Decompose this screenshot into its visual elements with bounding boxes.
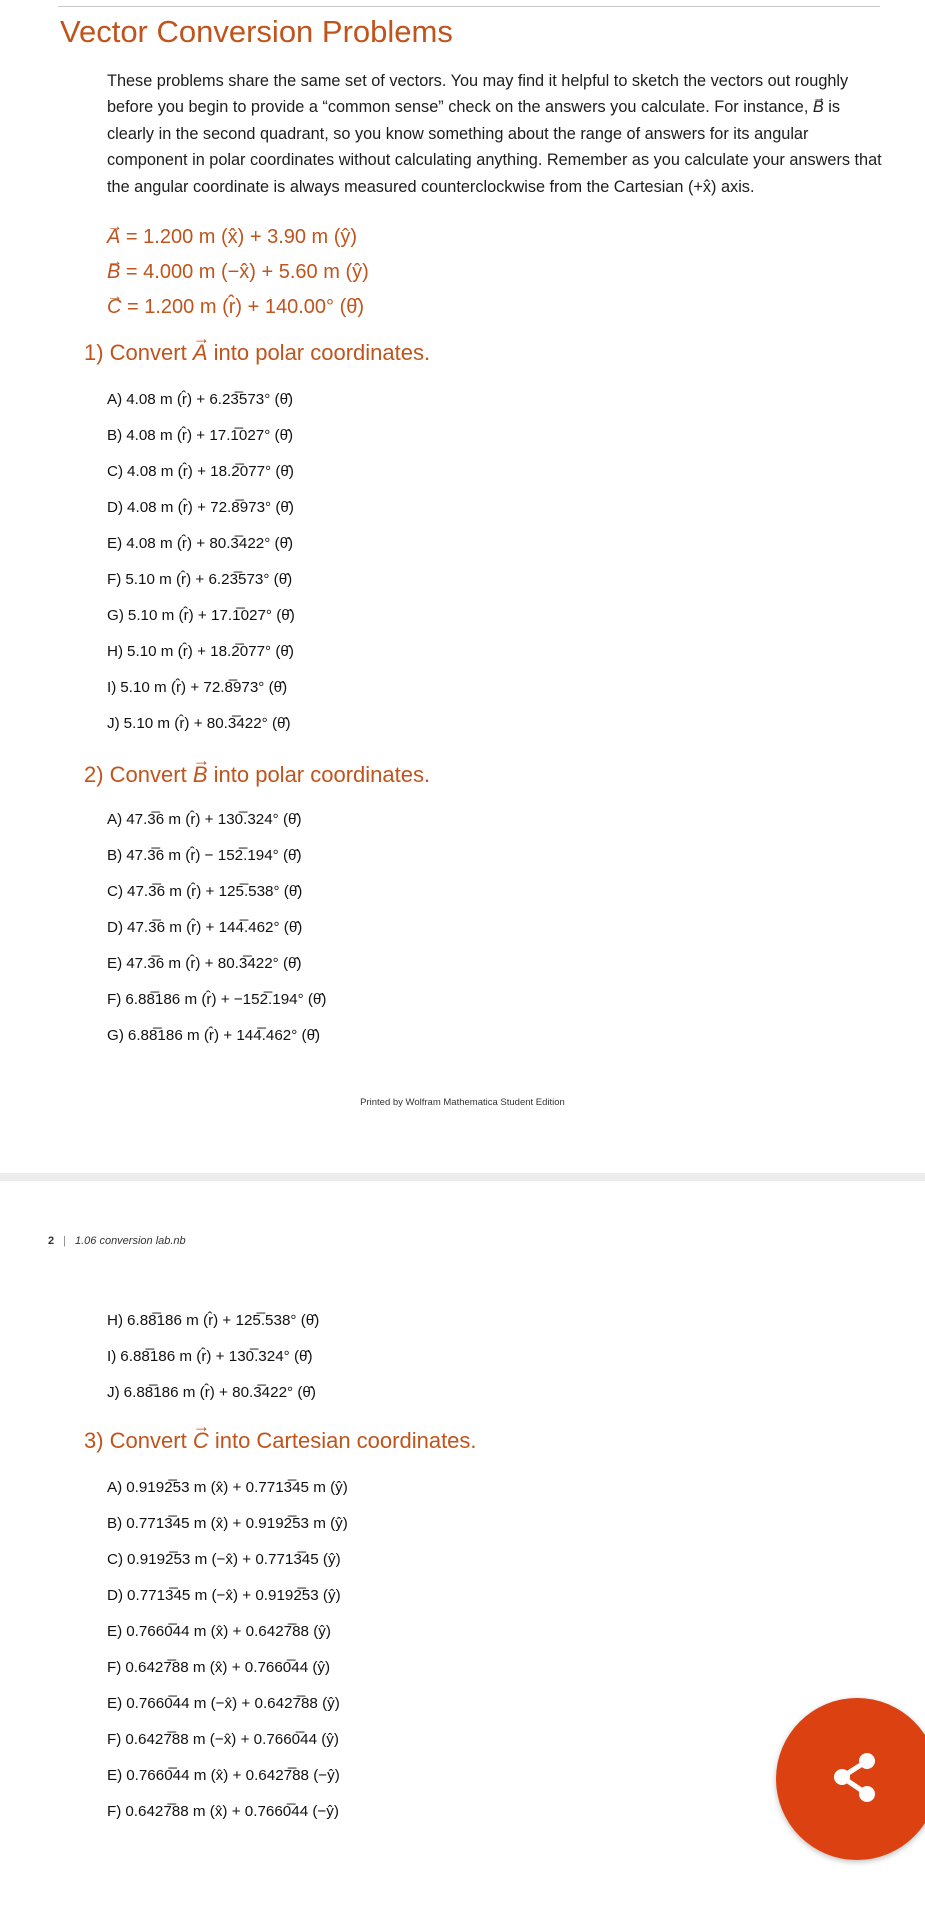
answer-option [107, 1542, 348, 1578]
option-expression: 4.08 m (r̂) + 72.8̅973° (θ̂) [127, 499, 294, 516]
answer-option [107, 526, 295, 562]
heading-text: 3) Convert [84, 1428, 193, 1453]
page-title: Vector Conversion Problems [60, 14, 453, 49]
option-label: D) [107, 499, 124, 516]
option-label: D) [107, 1587, 124, 1604]
question-2-options [107, 802, 326, 1054]
heading-text: into polar coordinates. [207, 762, 431, 787]
answer-option [107, 1722, 348, 1758]
answer-option [107, 838, 326, 874]
option-label: B) [107, 1515, 123, 1532]
answer-option [107, 1303, 319, 1339]
option-label: E) [107, 535, 123, 552]
answer-option [107, 634, 295, 670]
option-label: E) [107, 1623, 123, 1640]
vector-symbol: → A [193, 340, 208, 366]
notebook-filename: 1.06 conversion lab.nb [74, 1235, 186, 1247]
option-expression: 47.3̅6 m (r̂) + 130̅.324° (θ̂) [126, 811, 302, 828]
answer-option [107, 598, 295, 634]
question-1-heading [84, 340, 430, 366]
answer-option [107, 706, 295, 742]
option-label: C) [107, 463, 124, 480]
heading-text: into polar coordinates. [207, 340, 431, 365]
question-2-options-continued [107, 1303, 319, 1411]
answer-option [107, 874, 326, 910]
option-label: I) [107, 1348, 117, 1365]
option-expression: 6.88̅186 m (r̂) + −152̅.194° (θ̂) [125, 991, 327, 1008]
answer-option [107, 802, 326, 838]
vector-definition [107, 220, 369, 255]
option-label: G) [107, 607, 124, 624]
answer-option [107, 1470, 348, 1506]
option-expression: 4.08 m (r̂) + 6.23̅573° (θ̂) [126, 391, 294, 408]
option-label: B) [107, 847, 123, 864]
option-label: C) [107, 883, 124, 900]
option-expression: 0.7660̅44 m (−x̂) + 0.6427̅88 (ŷ) [126, 1695, 340, 1712]
option-expression: 0.7660̅44 m (x̂) + 0.6427̅88 (−ŷ) [126, 1767, 340, 1784]
option-expression: 47.3̅6 m (r̂) + 144̅.462° (θ̂) [127, 919, 303, 936]
option-expression: 5.10 m (r̂) + 6.23̅573° (θ̂) [125, 571, 293, 588]
page-number: 2 [48, 1235, 55, 1247]
option-label: D) [107, 919, 124, 936]
answer-option [107, 562, 295, 598]
option-expression: 4.08 m (r̂) + 80.3̅422° (θ̂) [126, 535, 294, 552]
option-expression: 4.08 m (r̂) + 17.1̅027° (θ̂) [126, 427, 294, 444]
intro-paragraph [107, 68, 882, 200]
option-label: A) [107, 811, 123, 828]
vector-expression: = 4.000 m (−x̂) + 5.60 m (ŷ) [120, 261, 369, 283]
header-separator: | [63, 1235, 66, 1247]
vector-expression: = 1.200 m (r̂) + 140.00° (θ̂) [121, 296, 365, 318]
option-label: H) [107, 643, 124, 660]
option-expression: 0.9192̅53 m (x̂) + 0.7713̅45 m (ŷ) [126, 1479, 348, 1496]
option-expression: 0.6427̅88 m (x̂) + 0.7660̅44 (ŷ) [125, 1659, 331, 1676]
page-separator [0, 1173, 925, 1181]
answer-option [107, 946, 326, 982]
option-expression: 4.08 m (r̂) + 18.2̅077° (θ̂) [127, 463, 294, 480]
vector-definition [107, 255, 369, 290]
option-expression: 47.3̅6 m (r̂) + 80.3̅422° (θ̂) [126, 955, 302, 972]
option-label: H) [107, 1312, 124, 1329]
option-expression: 6.88̅186 m (r̂) + 80.3̅422° (θ̂) [123, 1384, 316, 1401]
answer-option [107, 490, 295, 526]
answer-option [107, 1758, 348, 1794]
option-label: G) [107, 1027, 124, 1044]
page-header [48, 1235, 186, 1247]
answer-option [107, 1650, 348, 1686]
vector-definition [107, 290, 369, 325]
option-label: J) [107, 715, 120, 732]
vector-expression: = 1.200 m (x̂) + 3.90 m (ŷ) [120, 226, 358, 248]
vector-symbol: → C [107, 290, 121, 325]
question-1-options [107, 382, 295, 742]
option-expression: 5.10 m (r̂) + 17.1̅027° (θ̂) [127, 607, 295, 624]
answer-option [107, 1686, 348, 1722]
option-label: I) [107, 679, 117, 696]
option-expression: 0.6427̅88 m (x̂) + 0.7660̅44 (−ŷ) [125, 1803, 339, 1820]
answer-option [107, 418, 295, 454]
answer-option [107, 910, 326, 946]
option-label: E) [107, 955, 123, 972]
share-icon [828, 1750, 884, 1806]
option-expression: 47.3̅6 m (r̂) − 152̅.194° (θ̂) [126, 847, 302, 864]
intro-vector-symbol: → B [813, 94, 824, 120]
option-label: F) [107, 1803, 122, 1820]
heading-text: 1) Convert [84, 340, 193, 365]
answer-option [107, 382, 295, 418]
answer-option [107, 454, 295, 490]
top-rule [58, 6, 880, 7]
option-label: B) [107, 427, 123, 444]
option-expression: 0.7660̅44 m (x̂) + 0.6427̅88 (ŷ) [126, 1623, 331, 1640]
answer-option [107, 1578, 348, 1614]
question-2-heading [84, 762, 430, 788]
option-expression: 6.88̅186 m (r̂) + 144̅.462° (θ̂) [127, 1027, 321, 1044]
option-expression: 5.10 m (r̂) + 72.8̅973° (θ̂) [120, 679, 288, 696]
option-expression: 0.7713̅45 m (x̂) + 0.9192̅53 m (ŷ) [126, 1515, 348, 1532]
option-label: J) [107, 1384, 120, 1401]
intro-text-1: These problems share the same set of vectors. You may find it helpful to sketch the vectors out roughly before you begin to provide a “common sense” check on the answers you calculate. For instance, [107, 72, 849, 117]
vector-symbol: → A [107, 220, 120, 255]
option-expression: 6.88̅186 m (r̂) + 125̅.538° (θ̂) [127, 1312, 320, 1329]
option-label: F) [107, 991, 122, 1008]
option-expression: 5.10 m (r̂) + 80.3̅422° (θ̂) [123, 715, 291, 732]
heading-text: into Cartesian coordinates. [208, 1428, 477, 1453]
vector-symbol: → B [193, 762, 208, 788]
option-label: A) [107, 391, 123, 408]
option-expression: 0.9192̅53 m (−x̂) + 0.7713̅45 (ŷ) [127, 1551, 341, 1568]
intro-text-2: is clearly in the second quadrant, so you know something about the range of answers for its angular component in polar coordinates without calculating anything. Remember as you calculate your answers that the angular coordinate is always measured counterclockwise from the Cartesian (+x̂) axis. [107, 98, 882, 196]
share-button[interactable] [776, 1698, 925, 1860]
option-label: C) [107, 1551, 124, 1568]
option-label: E) [107, 1695, 123, 1712]
option-label: E) [107, 1767, 123, 1784]
answer-option [107, 670, 295, 706]
answer-option [107, 1794, 348, 1830]
vector-symbol: → C [193, 1428, 209, 1454]
option-expression: 6.88̅186 m (r̂) + 130̅.324° (θ̂) [120, 1348, 313, 1365]
option-label: F) [107, 1731, 122, 1748]
option-expression: 0.7713̅45 m (−x̂) + 0.9192̅53 (ŷ) [127, 1587, 341, 1604]
answer-option [107, 1339, 319, 1375]
print-footer-note: Printed by Wolfram Mathematica Student Edition [360, 1097, 565, 1108]
heading-text: 2) Convert [84, 762, 193, 787]
question-3-heading [84, 1428, 477, 1454]
option-label: A) [107, 1479, 123, 1496]
option-label: F) [107, 1659, 122, 1676]
vector-definitions [107, 220, 369, 325]
answer-option [107, 1375, 319, 1411]
answer-option [107, 1506, 348, 1542]
answer-option [107, 1614, 348, 1650]
option-expression: 5.10 m (r̂) + 18.2̅077° (θ̂) [127, 643, 294, 660]
option-label: F) [107, 571, 122, 588]
answer-option [107, 1018, 326, 1054]
option-expression: 47.3̅6 m (r̂) + 125̅.538° (θ̂) [127, 883, 303, 900]
question-3-options [107, 1470, 348, 1830]
answer-option [107, 982, 326, 1018]
vector-symbol: → B [107, 255, 120, 290]
option-expression: 0.6427̅88 m (−x̂) + 0.7660̅44 (ŷ) [125, 1731, 339, 1748]
